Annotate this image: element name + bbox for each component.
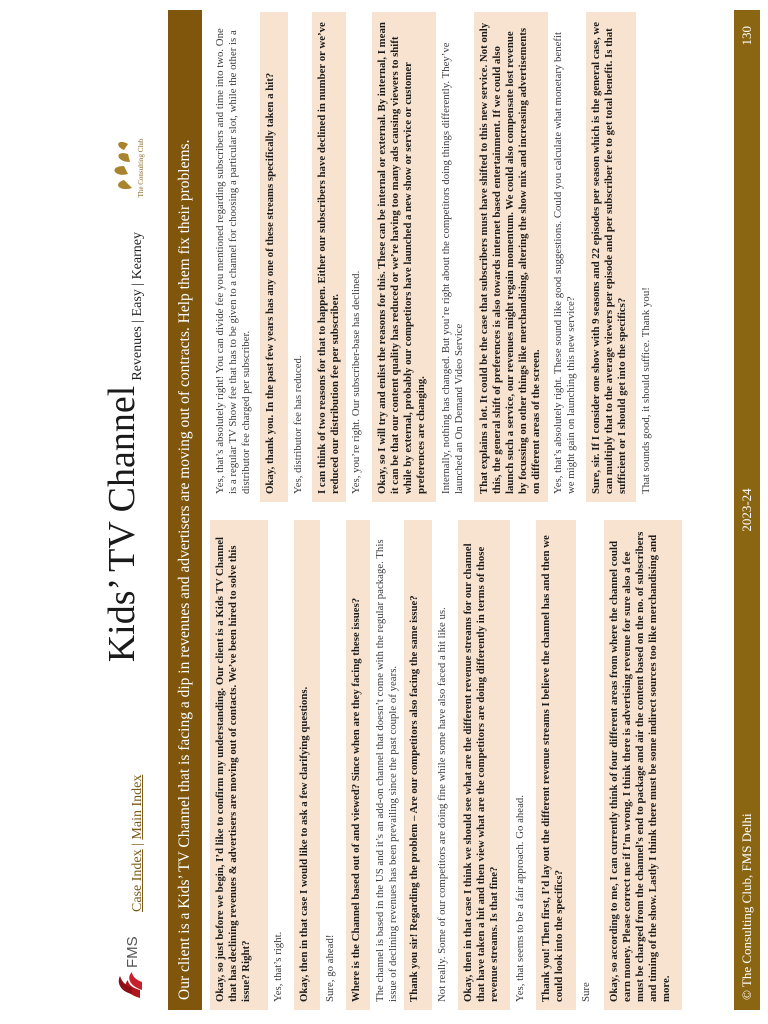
interviewer-message: Sure, go ahead! xyxy=(320,520,346,1010)
candidate-message: Okay, thank you. In the past few years has any one of these streams specifically taken a hit? xyxy=(260,12,288,502)
interviewer-message: Yes, that seems to be a fair approach. Go ahead. xyxy=(510,520,536,1010)
case-index-link[interactable]: Case Index xyxy=(130,849,145,912)
case-meta: Revenues | Easy | Kearney xyxy=(130,232,145,381)
left-transcript-column xyxy=(210,520,682,1010)
interviewer-message: Yes, distributor fee has reduced. xyxy=(288,12,312,502)
candidate-message: Okay, so I will try and enlist the reasons for this. These can be internal or external. By internal, I mean it can be that our content quality has reduced or we’re having too many ads causing viewers to shift while by external, probably our competitors have launched a new show or service or customer preferences are changing. xyxy=(372,12,436,502)
academic-year: 2023-24 xyxy=(739,488,754,532)
consulting-club-name: The Consulting Club xyxy=(137,138,145,198)
right-transcript-column xyxy=(210,12,660,502)
page-header xyxy=(0,0,168,1024)
interviewer-message: Sure xyxy=(576,520,604,1010)
candidate-message: Okay, then in that case I would like to ask a few clarifying questions. xyxy=(294,520,320,1010)
copyright-text: © The Consulting Club, FMS Delhi xyxy=(739,813,754,1000)
candidate-message: Where is the Channel based out of and viewed? Since when are they facing these issues? xyxy=(346,520,370,1010)
page-footer xyxy=(734,10,760,1010)
candidate-message: Okay, so just before we begin, I’d like to confirm my understanding. Our client is a Kids TV Channel that has declining revenues & advertisers are moving out of contacts. We’ve been hired to solve this issue? Right? xyxy=(210,520,268,1010)
page-title: Kids’ TV Channel xyxy=(101,385,143,663)
page-number: 130 xyxy=(739,26,754,46)
interviewer-message: Yes, you’re right. Our subscriber-base has declined. xyxy=(346,12,372,502)
candidate-message: Okay, so according to me, I can currently think of four different areas from where the channel could earn money. Please correct me if I’m wrong. I think there is advertising revenue for sure also a fee must be charged from the channel’s end to package and air the content based on the no. of subscribers and timing of the show. Lastly I think there must be some indirect sources too like merchandising and more. xyxy=(604,520,682,1010)
candidate-message: Sure, sir. If I consider one show with 9 seasons and 22 episodes per season which is the general case, we can multiply that to the average viewers per episode and per subscriber fee to get total benefit. Is that sufficient or I should get into the specifics? xyxy=(586,12,636,502)
interviewer-message: The channel is based in the US and it’s an add-on channel that doesn’t come with the regular package. This issue of declining revenues has been prevailing since the past couple of years. xyxy=(370,520,404,1010)
interviewer-message: That sounds good, it should suffice. Thank you! xyxy=(636,12,660,502)
link-separator: | xyxy=(130,839,145,850)
candidate-message: Thank you! Then first, I’d lay out the different revenue streams I believe the channel has and then we could look into the specifics? xyxy=(536,520,576,1010)
candidate-message: I can think of two reasons for that to happen. Either our subscribers have declined in number or we’ve reduced our distribution fee per subscriber. xyxy=(312,12,346,502)
candidate-message: Okay, then in that case I think we should see what are the different revenue streams for our channel that have taken a hit and then view what are the competitors are doing differently in terms of those revenue streams. Is that fine? xyxy=(458,520,510,1010)
candidate-message: Thank you sir! Regarding the problem – Are our competitors also facing the same issue? xyxy=(404,520,432,1010)
interviewer-message: Yes, that’s absolutely right. These sound like good suggestions. Could you calculate what monetary benefit we might gain on launching this new service? xyxy=(548,12,586,502)
interviewer-message: Internally, nothing has changed. But you’re right about the competitors doing things differently. They’ve launched an On Demand Video Service xyxy=(436,12,474,502)
consulting-club-logo-icon xyxy=(102,118,162,218)
main-index-link[interactable]: Main Index xyxy=(130,774,145,840)
breadcrumb xyxy=(130,775,146,912)
candidate-message: That explains a lot. It could be the case that subscribers must have shifted to this new service. Not only this, the general shift of preferences is also towards internet based entertainment. If we could also launch such a service, our revenues might regain momentum. We could also compensate lost revenue by focussing on other things like merchandising, altering the show mix and increasing advertisements on different areas of the screen. xyxy=(474,12,548,502)
problem-statement-banner: Our client is a Kids’ TV Channel that is facing a dip in revenues and advertisers are moving out of contracts. Help them fix their problems. xyxy=(168,10,202,1010)
fms-logo-text: FMS xyxy=(124,936,141,968)
interviewer-message: Yes, that’s absolutely right! You can divide fee you mentioned regarding subscribers and time into two. One is a regular TV Show fee that has to be given to a channel for choosing a particular slot, while the other is a distributor fee charged per subscriber. xyxy=(210,12,260,502)
interviewer-message: Not really. Some of our competitors are doing fine while some have also faced a hit like us. xyxy=(432,520,458,1010)
interviewer-message: Yes, that’s right. xyxy=(268,520,294,1010)
